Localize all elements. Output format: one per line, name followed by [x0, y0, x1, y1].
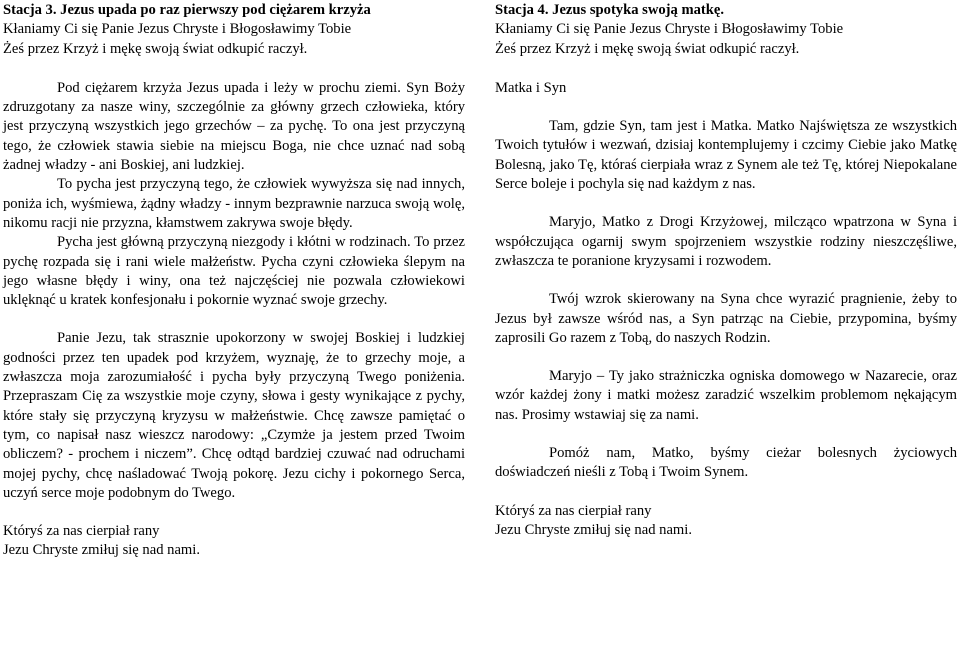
- paragraph-5: Pomóż nam, Matko, byśmy cieżar bolesnych życiowych doświadczeń nieśli z Tobą i Twoim Synem.: [495, 445, 957, 481]
- closing-line-1: Któryś za nas cierpiał rany: [495, 502, 652, 519]
- left-column: [3, 1, 465, 561]
- paragraph-2: To pycha jest przyczyną tego, że człowiek wywyższa się nad innych, poniża ich, wyśmiewa, żądny władzy - innym bezprawnie narzuca swoją wolę, nikomu racji nie przyzna, kłamstwem zakrywa swoje błędy.: [3, 176, 465, 231]
- paragraph-1: Tam, gdzie Syn, tam jest i Matka. Matko Najświętsza ze wszystkich Twoich tytułów i wezwań, dzisiaj kontemplujemy i czcimy Ciebie jako Matkę Bolesną, jako Tę, któraś cierpiała wraz z Synem ale też Tę, której Niepokalane Serce boleje i pochyla się nad każdym z nas.: [495, 118, 957, 193]
- paragraph-1: Pod ciężarem krzyża Jezus upada i leży w prochu ziemi. Syn Boży zdruzgotany za nasze winy, szczególnie za główny grzech człowieka, który jest przyczyną wszystkich jego grzechów – za pychę. To ona jest przyczyną tego, że człowiek stawia siebie na miejscu Boga, nie chce uznać nad sobą żadnej władzy - ani Boskiej, ani ludzkiej.: [3, 79, 465, 174]
- station-3-title: Stacja 3. Jezus upada po raz pierwszy pod ciężarem krzyża: [3, 2, 371, 18]
- invocation-line-2: Żeś przez Krzyż i mękę swoją świat odkupić raczył.: [495, 40, 800, 57]
- right-column: [495, 1, 957, 540]
- invocation-line-1: Kłaniamy Ci się Panie Jezus Chryste i Błogosławimy Tobie: [495, 21, 844, 38]
- prayer-paragraph: Panie Jezu, tak strasznie upokorzony w swojej Boskiej i ludzkiej godności przez ten upadek pod krzyżem, wyznaję, że to grzechy moje, a zwłaszcza moja zarozumiałość i pycha były przyczyną Twego poniżenia. Przepraszam Cię za wszystkie moje czyny, słowa i gesty wynikające z pychy, które stały się przyczyną kryzysu w małżeństwie. Chcę zawsze pamiętać o tym, co napisał nasz wieszcz narodowy: „Czymże ja jestem przed Twoim obliczem? - prochem i niczem”. Chcę odtąd bardziej czuwać nad odruchami mojej pychy, chcę naśladować Twoją pokorę. Jezu cichy i pokornego Serca, uczyń serce moje podobnym do Twego.: [3, 330, 465, 501]
- closing-line-1: Któryś za nas cierpiał rany: [3, 523, 160, 540]
- station-4-title: Stacja 4. Jezus spotyka swoją matkę.: [495, 2, 725, 18]
- invocation-line-2: Żeś przez Krzyż i mękę swoją świat odkupić raczył.: [3, 40, 308, 57]
- paragraph-3: Twój wzrok skierowany na Syna chce wyrazić pragnienie, żeby to Jezus był zawsze wśród nas, a Syn patrząc na Ciebie, przypomina, byśmy zaprosili Go razem z Tobą, do naszych Rodzin.: [495, 291, 957, 346]
- subtitle: Matka i Syn: [495, 79, 567, 96]
- invocation-line-1: Kłaniamy Ci się Panie Jezus Chryste i Błogosławimy Tobie: [3, 21, 352, 38]
- closing-line-2: Jezu Chryste zmiłuj się nad nami.: [3, 542, 200, 559]
- paragraph-3: Pycha jest główną przyczyną niezgody i kłótni w rodzinach. To przez pychę rozpada się i rani wiele małżeństw. Pycha czyni człowieka ślepym na jego własne błędy i winy, ona też najczęściej nie pozwala człowiekowi uklęknąć u kratek konfesjonału i pokornie wyznać swoje grzechy.: [3, 234, 465, 309]
- closing-line-2: Jezu Chryste zmiłuj się nad nami.: [495, 521, 692, 538]
- paragraph-2: Maryjo, Matko z Drogi Krzyżowej, milcząco wpatrzona w Syna i współczująca ogarnij swym spojrzeniem wszystkie rodziny nieszczęśliwe, zwłaszcza te poranione kryzysami i rozwodem.: [495, 214, 957, 269]
- paragraph-4: Maryjo – Ty jako strażniczka ogniska domowego w Nazarecie, oraz wzór każdej żony i matki możesz zaradzić wszelkim problemom nękającym nas. Prosimy wstawiaj się za nami.: [495, 368, 957, 423]
